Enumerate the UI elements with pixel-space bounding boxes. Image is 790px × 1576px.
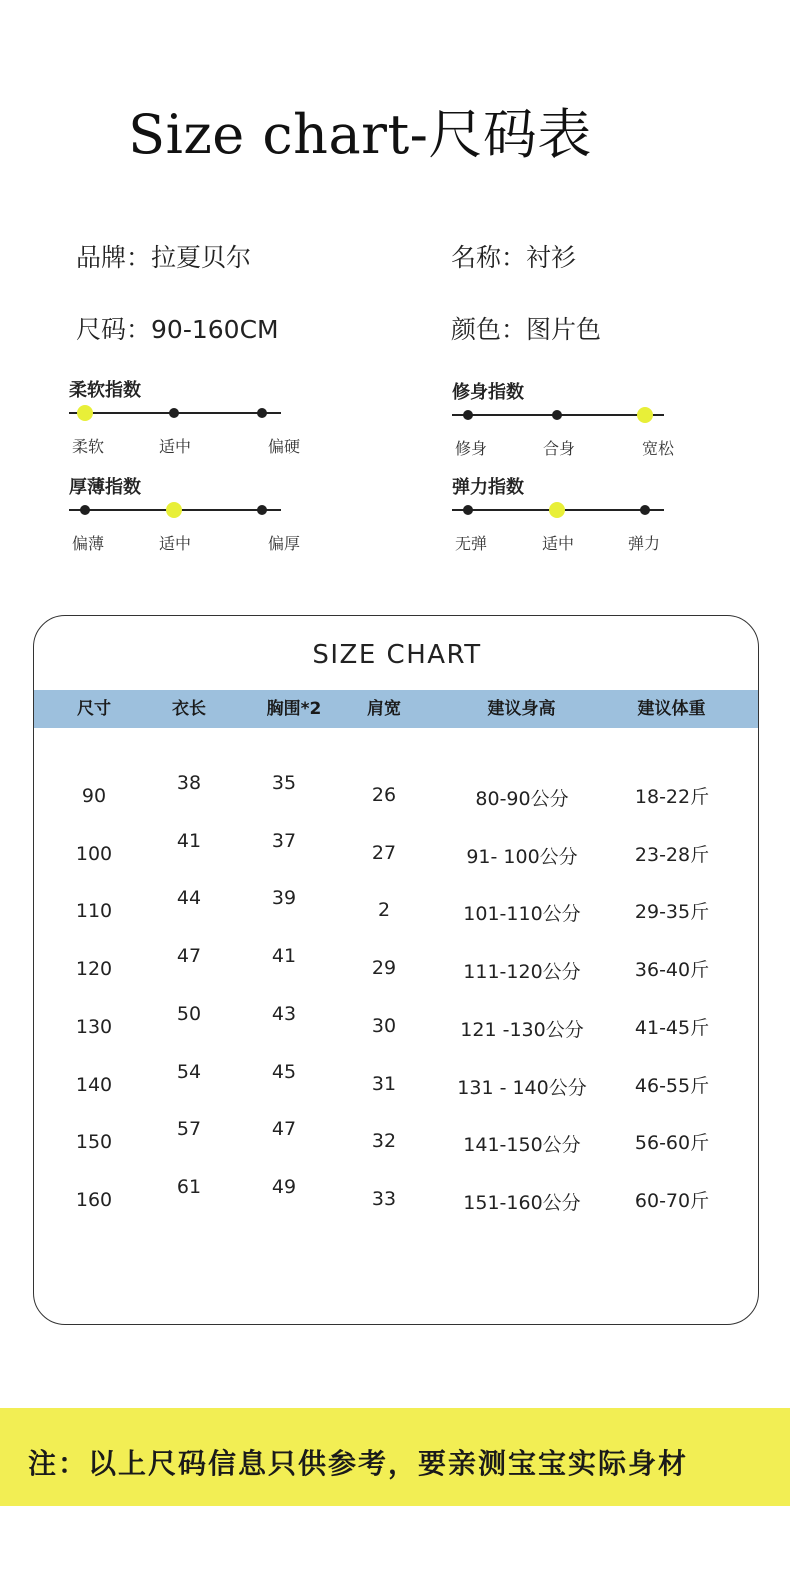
scale-dot bbox=[463, 410, 473, 420]
table-cell: 26 bbox=[371, 784, 397, 806]
table-cell: 33 bbox=[371, 1187, 397, 1210]
table-cell: 57 bbox=[176, 1118, 202, 1141]
table-cell: 80-90公分 bbox=[475, 788, 569, 810]
table-cell: 43 bbox=[271, 1002, 297, 1025]
table-cell: 131 - 140公分 bbox=[457, 1076, 587, 1099]
thickness-scale bbox=[69, 473, 329, 583]
scale-label: 修身 bbox=[455, 439, 488, 458]
table-cell: 41-45斤 bbox=[634, 1016, 710, 1039]
scale-label: 柔软 bbox=[72, 437, 105, 456]
table-cell: 47 bbox=[271, 1118, 297, 1141]
table-cell: 36-40斤 bbox=[634, 959, 710, 982]
table-cell: 91- 100公分 bbox=[466, 845, 578, 868]
table-cell: 130 bbox=[75, 1015, 113, 1038]
scale-label: 适中 bbox=[159, 534, 192, 553]
product-name-info bbox=[451, 238, 576, 274]
table-cell: 110 bbox=[75, 900, 113, 923]
table-cell: 44 bbox=[176, 887, 202, 910]
scale-dot bbox=[257, 505, 267, 515]
scale-title: 厚薄指数 bbox=[69, 477, 141, 498]
scale-dot bbox=[80, 505, 90, 515]
column-header-weight: 建议体重 bbox=[637, 699, 706, 719]
scale-dot bbox=[640, 505, 650, 515]
table-cell: 50 bbox=[176, 1002, 202, 1025]
scale-label: 适中 bbox=[159, 437, 192, 456]
table-cell: 120 bbox=[75, 958, 113, 981]
column-header-size: 尺寸 bbox=[77, 699, 111, 719]
table-cell: 35 bbox=[271, 772, 297, 794]
column-header-chest: 胸围*2 bbox=[266, 699, 322, 719]
size-range-label: 尺码： bbox=[76, 315, 152, 344]
table-cell: 49 bbox=[271, 1175, 297, 1198]
table-header bbox=[34, 690, 759, 728]
color-info bbox=[451, 310, 601, 346]
scale-dot bbox=[637, 407, 653, 423]
table-cell: 38 bbox=[176, 772, 202, 794]
fit-scale bbox=[452, 378, 712, 488]
size-chart-card bbox=[33, 615, 759, 1325]
scale-label: 弹力 bbox=[628, 534, 661, 553]
size-range-info bbox=[76, 310, 279, 346]
table-cell: 46-55斤 bbox=[634, 1074, 710, 1097]
scale-dot bbox=[169, 408, 179, 418]
size-range-value: 90-160CM bbox=[151, 315, 279, 344]
brand-info bbox=[76, 238, 251, 274]
scale-title: 弹力指数 bbox=[452, 477, 524, 498]
scale-dot bbox=[166, 502, 182, 518]
scale-label: 偏厚 bbox=[268, 534, 301, 553]
scale-label: 宽松 bbox=[642, 439, 675, 458]
table-cell: 54 bbox=[176, 1060, 202, 1083]
size-chart-title: SIZE CHART bbox=[312, 640, 482, 670]
table-cell: 29-35斤 bbox=[634, 901, 710, 924]
table-cell: 29 bbox=[371, 957, 397, 980]
scale-dot bbox=[549, 502, 565, 518]
table-cell: 32 bbox=[371, 1130, 397, 1153]
table-cell: 41 bbox=[271, 945, 297, 968]
table-cell: 47 bbox=[176, 945, 202, 968]
scale-title: 修身指数 bbox=[452, 382, 524, 403]
scale-label: 偏硬 bbox=[268, 437, 301, 456]
footer-note: 注：以上尺码信息只供参考，要亲测宝宝实际身材 bbox=[28, 1447, 689, 1480]
product-name-value: 衬衫 bbox=[526, 243, 577, 272]
table-cell: 141-150公分 bbox=[463, 1134, 581, 1157]
table-cell: 90 bbox=[81, 785, 107, 807]
brand-value: 拉夏贝尔 bbox=[151, 243, 252, 272]
table-cell: 56-60斤 bbox=[634, 1132, 710, 1155]
table-cell: 150 bbox=[75, 1131, 113, 1154]
table-cell: 30 bbox=[371, 1014, 397, 1037]
table-cell: 39 bbox=[271, 887, 297, 910]
table-cell: 31 bbox=[371, 1072, 397, 1095]
scale-dot bbox=[552, 410, 562, 420]
table-cell: 23-28斤 bbox=[634, 843, 710, 866]
table-cell: 140 bbox=[75, 1073, 113, 1096]
table-cell: 100 bbox=[75, 842, 113, 865]
table-cell: 27 bbox=[371, 841, 397, 864]
table-cell: 60-70斤 bbox=[634, 1189, 710, 1212]
table-cell: 41 bbox=[176, 829, 202, 852]
scale-label: 合身 bbox=[543, 439, 576, 458]
table-cell: 111-120公分 bbox=[463, 961, 581, 984]
scale-label: 无弹 bbox=[455, 534, 488, 553]
scale-dot bbox=[77, 405, 93, 421]
table-cell: 18-22斤 bbox=[634, 786, 710, 808]
column-header-shoulder: 肩宽 bbox=[367, 699, 401, 719]
column-header-length: 衣长 bbox=[172, 699, 206, 719]
page-title: Size chart-尺码表 bbox=[128, 103, 592, 166]
table-cell: 61 bbox=[176, 1175, 202, 1198]
table-cell: 45 bbox=[271, 1060, 297, 1083]
softness-scale bbox=[69, 376, 329, 486]
product-name-label: 名称： bbox=[451, 243, 527, 272]
scale-label: 偏薄 bbox=[72, 534, 105, 553]
brand-label: 品牌： bbox=[76, 243, 152, 272]
color-label: 颜色： bbox=[451, 315, 527, 344]
footer-note-bar bbox=[0, 1408, 790, 1506]
table-cell: 37 bbox=[271, 829, 297, 852]
elasticity-scale bbox=[452, 473, 712, 583]
table-cell: 101-110公分 bbox=[463, 903, 581, 926]
color-value: 图片色 bbox=[526, 315, 602, 344]
table-cell: 2 bbox=[377, 899, 391, 922]
scale-dot bbox=[257, 408, 267, 418]
scale-title: 柔软指数 bbox=[69, 380, 141, 401]
scale-label: 适中 bbox=[542, 534, 575, 553]
table-cell: 121 -130公分 bbox=[460, 1018, 584, 1041]
column-header-height: 建议身高 bbox=[487, 699, 556, 719]
table-cell: 160 bbox=[75, 1188, 113, 1211]
scale-dot bbox=[463, 505, 473, 515]
table-cell: 151-160公分 bbox=[463, 1191, 581, 1214]
